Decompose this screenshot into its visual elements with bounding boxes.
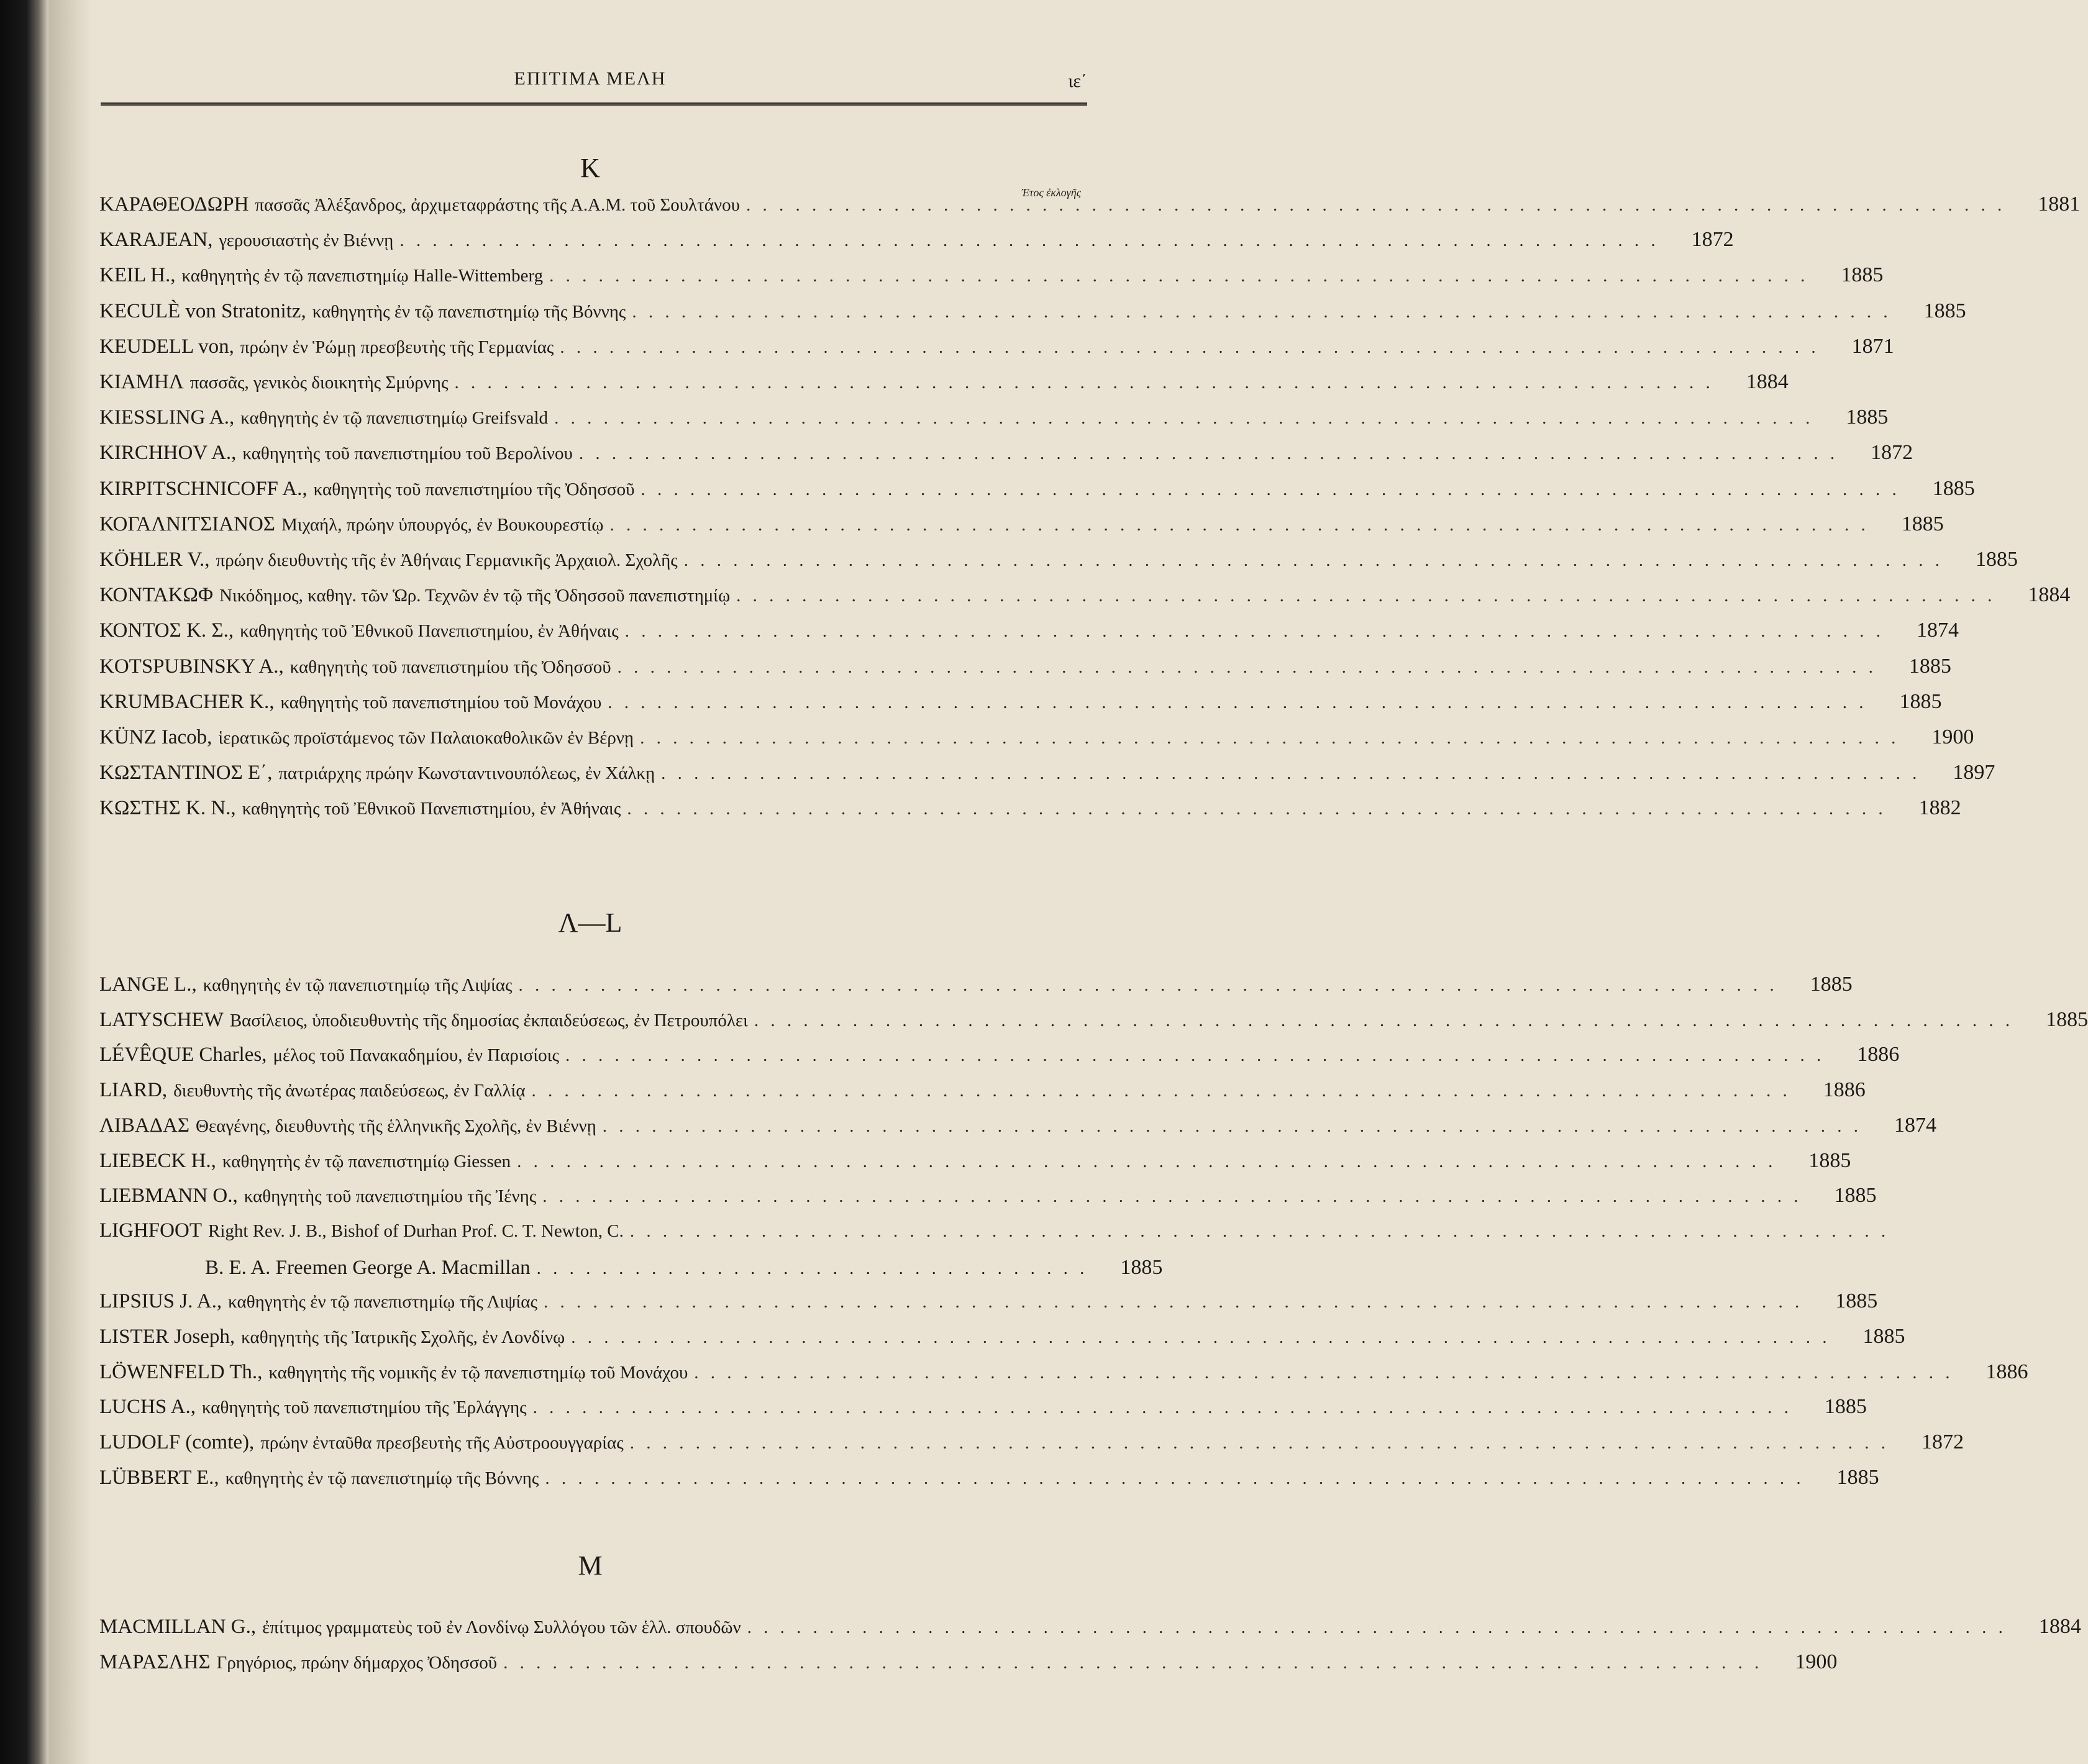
entry-row xyxy=(99,973,1853,1007)
entry-name: KARAJEAN, xyxy=(99,229,213,252)
entry-description: ἱερατικῶς προϊστάμενος τῶν Παλαιοκαθολικῶν ἐν Βέρνῃ xyxy=(218,728,634,748)
entry-year: 1885 xyxy=(1976,548,2018,571)
leader-dots xyxy=(533,1398,1792,1418)
entry-description: ἐπίτιμος γραμματεὺς τοῦ ἐν Λονδίνῳ Συλλόγου τῶν ἑλλ. σπουδῶν xyxy=(262,1617,741,1637)
leader-dots xyxy=(603,1116,1862,1137)
entry-description: πρώην διευθυντὴς τῆς ἐν Ἀθήναις Γερμανικῆς Ἀρχαιολ. Σχολῆς xyxy=(216,550,678,570)
leader-dots xyxy=(754,1011,2013,1031)
leader-dots xyxy=(746,195,2005,216)
entry-row xyxy=(99,1465,1879,1501)
entry-description: Γρηγόριος, πρώην δήμαρχος Ὀδησσοῦ xyxy=(216,1653,498,1673)
entry-description: πρώην ἐνταῦθα πρεσβευτὴς τῆς Αὐστροουγγαρίας xyxy=(260,1433,624,1453)
entry-year: 1885 xyxy=(1808,1148,1851,1172)
entry-row xyxy=(99,228,1734,263)
leader-dots xyxy=(544,1292,1803,1312)
entry-row xyxy=(99,761,1995,796)
entry-row xyxy=(99,334,1894,370)
book-spine-shadow xyxy=(0,0,48,1764)
entry-description: μέλος τοῦ Πανακαδημίου, ἐν Παρισίοις xyxy=(273,1045,559,1066)
entry-row xyxy=(99,583,2071,618)
entry-year: 1884 xyxy=(2038,1615,2081,1638)
entry-description: Right Rev. J. B., Bishof of Durhan Prof. C. T. Newton, C. xyxy=(207,1221,624,1241)
running-head xyxy=(93,68,1087,93)
entry-description: καθηγητὴς τῆς νομικῆς ἐν τῷ πανεπιστημίῳ τοῦ Μονάχου xyxy=(268,1362,688,1383)
leader-dots xyxy=(565,1045,1825,1066)
leader-dots xyxy=(549,266,1808,286)
leader-dots xyxy=(640,728,1899,748)
leader-dots xyxy=(542,1186,1802,1207)
entry-year: 1885 xyxy=(1899,689,1942,713)
entry-description: καθηγητὴς τοῦ πανεπιστημίου τῆς Ἐρλάγγης xyxy=(201,1398,527,1418)
entry-description: καθηγητὴς τοῦ πανεπιστημίου τοῦ Βερολίνου xyxy=(242,443,573,464)
section-letter-l: Λ—L xyxy=(558,907,622,938)
entry-row xyxy=(99,299,1966,334)
entry-year: 1900 xyxy=(1795,1650,1838,1673)
leader-dots xyxy=(554,408,1813,429)
entry-row xyxy=(99,1078,1866,1113)
entry-name: ΚΟΝΤΟΣ Κ. Σ., xyxy=(99,619,234,642)
entry-year: 1884 xyxy=(2028,583,2071,607)
entry-name: KRUMBACHER K., xyxy=(99,690,275,713)
entry-description: πασσᾶς, γενικὸς διοικητὴς Σμύρνης xyxy=(189,373,449,393)
section-letter-k: K xyxy=(580,153,600,183)
entry-row xyxy=(99,548,2018,583)
entry-description: καθηγητὴς τοῦ Ἐθνικοῦ Πανεπιστημίου, ἐν Ἀθήναις xyxy=(240,621,619,642)
entry-year: 1885 xyxy=(1810,973,1853,996)
entry-description: καθηγητὴς τοῦ πανεπιστημίου τῆς Ὀδησσοῦ xyxy=(289,657,611,677)
entry-row xyxy=(99,1360,2028,1395)
entry-description: καθηγητὴς ἐν τῷ πανεπιστημίῳ Halle-Wittemberg xyxy=(181,266,544,286)
header-rule xyxy=(101,102,1087,106)
leader-dots xyxy=(747,1617,2007,1638)
entry-description: πατριάρχης πρώην Κωνσταντινουπόλεως, ἐν Χάλκῃ xyxy=(278,763,655,784)
leader-dots xyxy=(632,302,1891,322)
leader-dots xyxy=(517,1152,1776,1172)
entry-description: καθηγητὴς ἐν τῷ πανεπιστημίῳ τῆς Λιψίας xyxy=(228,1292,537,1312)
entry-row xyxy=(99,796,1961,831)
entry-year: 1884 xyxy=(1746,370,1789,393)
leader-dots xyxy=(519,975,1778,996)
entry-row xyxy=(99,370,1789,405)
entry-description: καθηγητὴς ἐν τῷ πανεπιστημίῳ Greifsvald xyxy=(240,408,549,429)
leader-dots xyxy=(625,621,1884,642)
leader-dots xyxy=(571,1327,1830,1348)
entry-row xyxy=(99,476,1975,512)
entry-row xyxy=(99,1430,1964,1465)
entry-name: KIRPITSCHNICOFF A., xyxy=(99,477,308,500)
entry-description: καθηγητὴς ἐν τῷ πανεπιστημίῳ τῆς Βόννης xyxy=(312,301,626,322)
section-letter-m: M xyxy=(578,1550,603,1581)
document-page xyxy=(93,0,2088,1764)
entry-description: καθηγητὴς τοῦ πανεπιστημίου τῆς Ὀδησσοῦ xyxy=(313,479,635,499)
entry-row xyxy=(99,654,1951,689)
entry-row xyxy=(99,1043,1900,1078)
entry-name: LATYSCHEW xyxy=(99,1008,224,1031)
entry-row xyxy=(99,1007,2088,1043)
leader-dots xyxy=(736,586,1995,606)
entry-year: 1885 xyxy=(1846,406,1889,429)
entry-row xyxy=(99,1219,1087,1254)
leader-dots xyxy=(630,1221,1889,1242)
page-number: ιε΄ xyxy=(1068,71,1087,91)
entry-year: 1885 xyxy=(1836,1465,1879,1489)
entry-description: καθηγητὴς τοῦ πανεπιστημίου τοῦ Μονάχου xyxy=(280,692,602,712)
entry-name: MACMILLAN G., xyxy=(99,1616,257,1638)
leader-dots xyxy=(610,515,1869,535)
entry-year: 1885 xyxy=(1824,1395,1867,1419)
entry-row xyxy=(99,193,2081,227)
entry-name: LIEBMANN O., xyxy=(99,1184,238,1207)
entry-description: Νικόδημος, καθηγ. τῶν Ὡρ. Τεχνῶν ἐν τῷ τῆς Ὀδησσοῦ πανεπιστημίῳ xyxy=(219,586,731,606)
entry-year: 1872 xyxy=(1922,1430,1964,1454)
entry-year: 1885 xyxy=(1835,1289,1878,1313)
entry-year: 1871 xyxy=(1851,334,1894,358)
leader-dots xyxy=(630,1433,1889,1453)
entry-year: 1872 xyxy=(1691,228,1734,252)
entry-row xyxy=(99,1615,2081,1650)
entry-name: ΚΑΡΑΘΕΟΔΩΡΗ xyxy=(99,193,249,216)
leader-dots xyxy=(537,1258,1088,1279)
continuation-text: B. E. A. Freemen George A. Macmillan xyxy=(205,1257,531,1279)
entry-name: LIARD, xyxy=(99,1079,168,1102)
entry-name: KÖHLER V., xyxy=(99,548,210,571)
entry-name: LIEBECK H., xyxy=(99,1149,216,1172)
entry-name: KEUDELL von, xyxy=(99,335,234,358)
leader-dots xyxy=(532,1081,1791,1101)
entry-name: ΚΟΓΑΛΝΙΤΣΙΑΝΟΣ xyxy=(99,512,275,535)
entry-description: καθηγητὴς τοῦ Ἐθνικοῦ Πανεπιστημίου, ἐν Ἀθήναις xyxy=(242,799,621,819)
entry-row xyxy=(99,263,1884,298)
entry-row xyxy=(99,406,1889,440)
entry-name: LISTER Joseph, xyxy=(99,1325,235,1348)
entry-name: KIESSLING A., xyxy=(99,406,235,429)
entry-year: 1886 xyxy=(1857,1043,1900,1066)
entry-continuation xyxy=(205,1256,1163,1291)
entry-row xyxy=(99,1650,1838,1685)
entry-year: 1872 xyxy=(1871,441,1913,465)
entry-year: 1885 xyxy=(1901,512,1944,535)
entry-year: 1885 xyxy=(1908,654,1951,678)
leader-dots xyxy=(608,693,1867,713)
year-column-header: Έτος ἐκλογῆς xyxy=(1021,186,1081,199)
entry-row xyxy=(99,1113,1937,1148)
entry-year: 1885 xyxy=(1862,1325,1905,1348)
entry-name: KOTSPUBINSKY A., xyxy=(99,655,284,678)
entry-year: 1897 xyxy=(1953,761,1995,784)
leader-dots xyxy=(454,373,1713,393)
entry-name: LÉVÊQUE Charles, xyxy=(99,1043,267,1066)
entry-year: 1886 xyxy=(1985,1360,2028,1383)
entry-name: LÖWENFELD Th., xyxy=(99,1360,263,1383)
gutter-shadow xyxy=(48,0,92,1764)
entry-year: 1885 xyxy=(1923,299,1966,322)
entry-row xyxy=(99,1148,1851,1184)
entry-description: διευθυντὴς τῆς ἀνωτέρας παιδεύσεως, ἐν Γαλλίᾳ xyxy=(173,1081,526,1101)
entry-name: LUDOLF (comte), xyxy=(99,1431,255,1454)
leader-dots xyxy=(560,337,1819,358)
entry-description: καθηγητὴς ἐν τῷ πανεπιστημίῳ τῆς Λιψίας xyxy=(203,975,513,995)
entry-year: 1885 xyxy=(1834,1184,1877,1207)
entry-description: γερουσιαστὴς ἐν Βιέννῃ xyxy=(219,230,394,251)
entry-description: Βασίλειος, ὑποδιευθυντὴς τῆς δημοσίας ἐκπαιδεύσεως, ἐν Πετρουπόλει xyxy=(229,1010,748,1030)
entry-name: LUCHS A., xyxy=(99,1396,196,1419)
entry-name: LIGHFOOT xyxy=(99,1219,202,1242)
entry-name: KIRCHHOV A., xyxy=(99,442,237,465)
leader-dots xyxy=(627,799,1886,819)
entry-name: KEIL H., xyxy=(99,264,176,287)
leader-dots xyxy=(579,443,1838,464)
entry-year: 1882 xyxy=(1918,796,1961,820)
entry-year: 1885 xyxy=(1841,263,1884,287)
leader-dots xyxy=(694,1363,1953,1383)
entry-name: LIPSIUS J. A., xyxy=(99,1290,222,1313)
entry-description: Θεαγένης, διευθυντὴς τῆς ἑλληνικῆς Σχολῆς, ἐν Βιέννῃ xyxy=(196,1116,596,1136)
entry-name: KÜNZ Iacob, xyxy=(99,726,212,748)
leader-dots xyxy=(503,1653,1762,1673)
entry-description: καθηγητὴς τῆς Ἰατρικῆς Σχολῆς, ἐν Λονδίνῳ xyxy=(241,1327,565,1347)
leader-dots xyxy=(545,1468,1804,1489)
leader-dots xyxy=(684,550,1943,571)
entry-description: Μιχαήλ, πρώην ὑπουργός, ἐν Βουκουρεστίῳ xyxy=(281,514,604,535)
leader-dots xyxy=(641,480,1900,500)
running-title: ΕΠΙΤΙΜΑ ΜΕΛΗ xyxy=(514,68,667,89)
entry-description: καθηγητὴς ἐν τῷ πανεπιστημίῳ τῆς Βόννης xyxy=(225,1468,539,1488)
entry-name: LÜBBERT E., xyxy=(99,1466,219,1489)
entry-description: πρώην ἐν Ῥώμῃ πρεσβευτὴς τῆς Γερμανίας xyxy=(240,337,554,357)
continuation-year: 1885 xyxy=(1120,1256,1163,1279)
entry-name: LANGE L., xyxy=(99,973,197,996)
entry-row xyxy=(99,725,1974,760)
leader-dots xyxy=(618,657,1877,678)
entry-year: 1886 xyxy=(1823,1078,1866,1102)
entry-year: 1900 xyxy=(1931,725,1974,748)
entry-name: KECULÈ von Stratonitz, xyxy=(99,299,306,322)
entry-name: ΚΟΝΤΑΚΩΦ xyxy=(99,584,214,607)
entry-row xyxy=(99,619,1959,653)
entry-year: 1881 xyxy=(2038,193,2081,216)
entry-description: πασσᾶς Ἀλέξανδρος, ἀρχιμεταφράστης τῆς Α.Α.Μ. τοῦ Σουλτάνου xyxy=(255,195,740,215)
entry-year: 1885 xyxy=(1932,476,1975,500)
entry-row xyxy=(99,1184,1877,1219)
entry-row xyxy=(99,689,1942,725)
entry-year: 1885 xyxy=(2046,1007,2088,1031)
entry-description: καθηγητὴς ἐν τῷ πανεπιστημίῳ Giessen xyxy=(222,1151,511,1171)
leader-dots xyxy=(399,230,1659,251)
entry-name: ΜΑΡΑΣΛΗΣ xyxy=(99,1651,211,1673)
entry-row xyxy=(99,441,1913,476)
entry-row xyxy=(99,1289,1878,1324)
entry-name: ΚΩΣΤΗΣ Κ. Ν., xyxy=(99,797,236,820)
entry-name: ΛΙΒΑΔΑΣ xyxy=(99,1114,190,1137)
entry-row xyxy=(99,1395,1867,1430)
entry-row xyxy=(99,512,1944,547)
entry-year: 1874 xyxy=(1917,619,1959,642)
entry-year: 1874 xyxy=(1894,1113,1937,1137)
entry-name: ΚΙΑΜΗΛ xyxy=(99,371,184,393)
entry-row xyxy=(99,1325,1905,1360)
leader-dots xyxy=(661,763,1920,784)
entry-description: καθηγητὴς τοῦ πανεπιστημίου τῆς Ἰένης xyxy=(244,1186,537,1207)
entry-name: ΚΩΣΤΑΝΤΙΝΟΣ Ε΄, xyxy=(99,762,273,784)
